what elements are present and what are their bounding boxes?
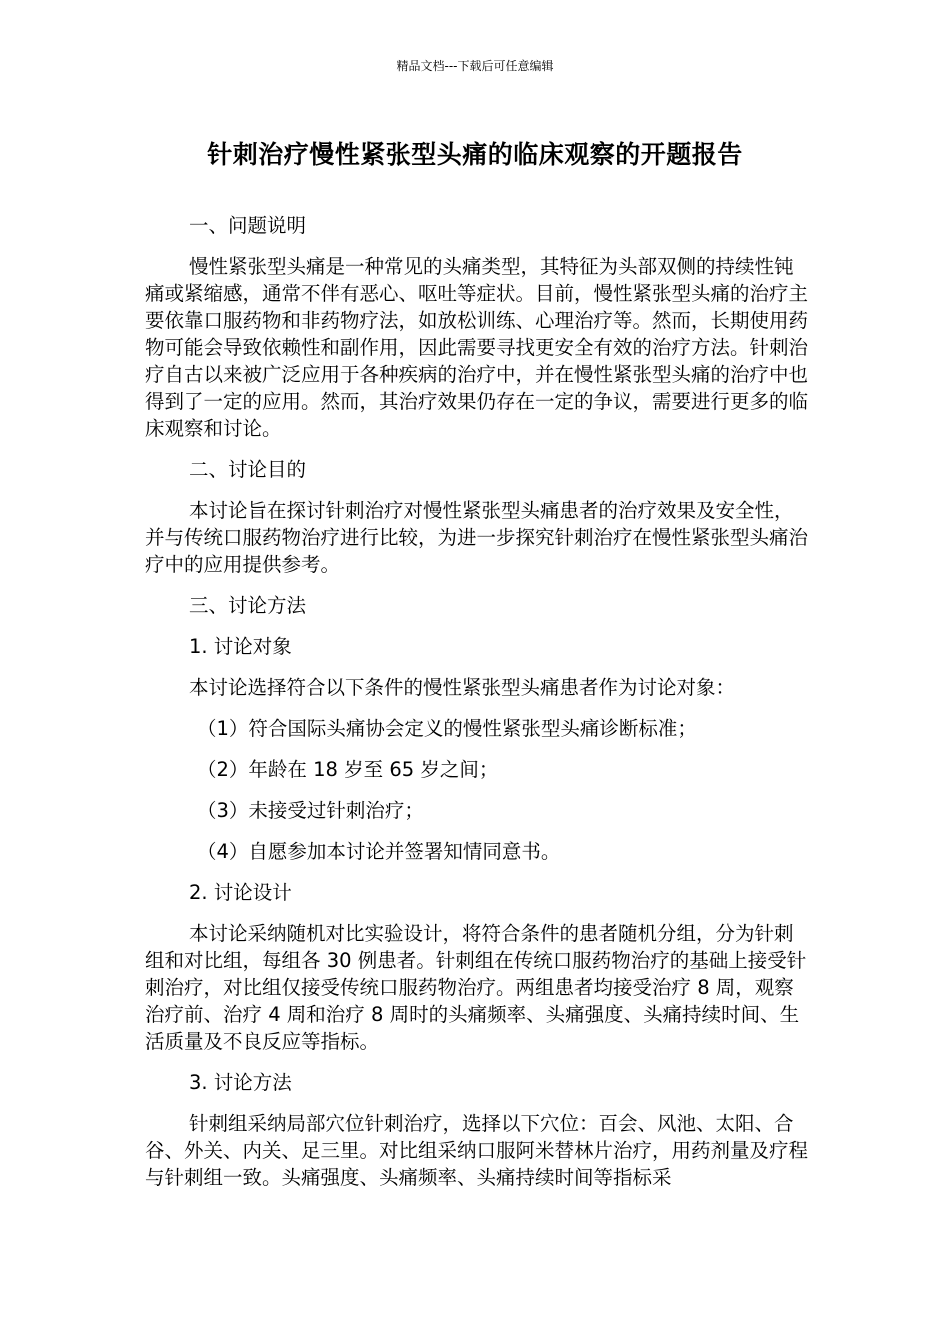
criteria-item: （4）自愿参加本讨论并签署知情同意书。 (197, 840, 561, 863)
section-heading-purpose: 二、讨论目的 (189, 458, 307, 481)
methods-paragraph: 针刺组采纳局部穴位针刺治疗，选择以下穴位：百会、风池、太阳、合谷、外关、内关、足三里。对比组采纳口服阿米替林片治疗，用药剂量及疗程与针刺组一致。头痛强度、头痛频率、头痛持续时间等指标采 (145, 1112, 809, 1189)
section-heading-method: 三、讨论方法 (189, 594, 307, 617)
subjects-intro: 本讨论选择符合以下条件的慢性紧张型头痛患者作为讨论对象： (189, 676, 736, 699)
criteria-item: （1）符合国际头痛协会定义的慢性紧张型头痛诊断标准； (197, 717, 697, 740)
subsection-heading-subjects: 1. 讨论对象 (189, 635, 292, 658)
section-heading-problem: 一、问题说明 (189, 214, 307, 237)
criteria-item: （3）未接受过针刺治疗； (197, 799, 424, 822)
purpose-paragraph: 本讨论旨在探讨针刺治疗对慢性紧张型头痛患者的治疗效果及安全性，并与传统口服药物治疗进行比较，为进一步探究针刺治疗在慢性紧张型头痛治疗中的应用提供参考。 (145, 499, 809, 576)
page-header: 精品文档---下载后可任意编辑 (396, 59, 554, 73)
document-body (145, 212, 810, 1205)
subsection-heading-design: 2. 讨论设计 (189, 881, 292, 904)
document-title: 针刺治疗慢性紧张型头痛的临床观察的开题报告 (207, 140, 743, 169)
problem-paragraph: 慢性紧张型头痛是一种常见的头痛类型，其特征为头部双侧的持续性钝痛或紧缩感，通常不伴有恶心、呕吐等症状。目前，慢性紧张型头痛的治疗主要依靠口服药物和非药物疗法，如放松训练、心理治疗等。然而，长期使用药物可能会导致依赖性和副作用，因此需要寻找更安全有效的治疗方法。针刺治疗自古以来被广泛应用于各种疾病的治疗中，并在慢性紧张型头痛的治疗中也得到了一定的应用。然而，其治疗效果仍存在一定的争议，需要进行更多的临床观察和讨论。 (145, 255, 809, 440)
criteria-item: （2）年龄在 18 岁至 65 岁之间； (197, 758, 499, 781)
design-paragraph: 本讨论采纳随机对比实验设计，将符合条件的患者随机分组，分为针刺组和对比组，每组各 30 例患者。针刺组在传统口服药物治疗的基础上接受针刺治疗，对比组仅接受传统口服药物治疗。两组患者均接受治疗 8 周，观察治疗前、治疗 4 周和治疗 8 周时的头痛频率、头痛强度、头痛持续时间、生活质量及不良反应等指标。 (145, 922, 807, 1053)
subsection-heading-methods: 3. 讨论方法 (189, 1071, 292, 1094)
